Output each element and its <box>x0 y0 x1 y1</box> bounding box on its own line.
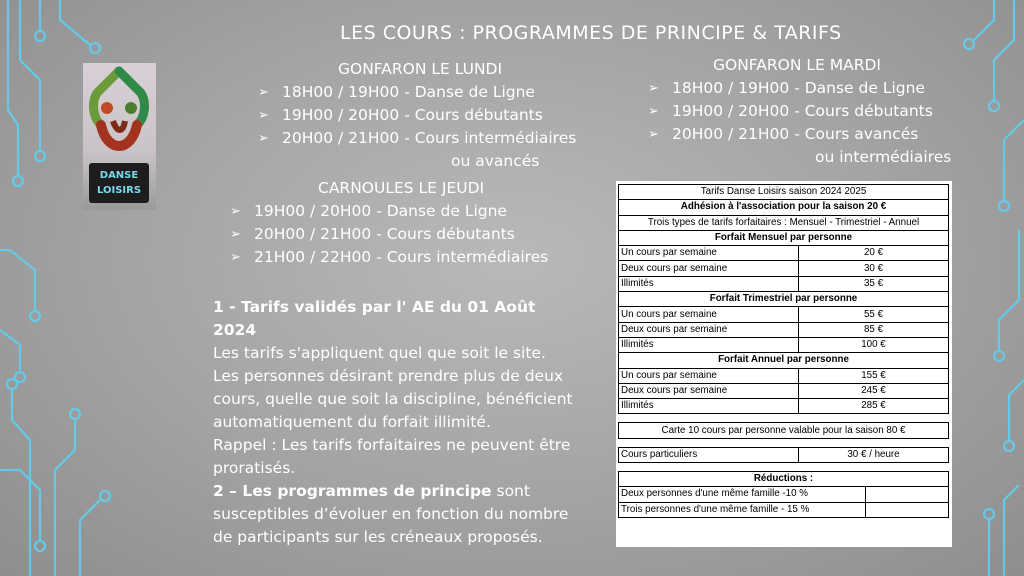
row-label: Deux cours par semaine <box>619 261 799 276</box>
row-value: 85 € <box>799 322 949 337</box>
arrow-bullet-icon: ➢ <box>258 131 269 146</box>
row-label: Deux cours par semaine <box>619 383 799 398</box>
particuliers-value: 30 € / heure <box>799 447 949 462</box>
info-heading-1: 1 - Tarifs validés par l' AE du 01 Août 2024 <box>213 298 536 339</box>
row-label: Illimités <box>619 337 799 352</box>
section-heading-trimestriel: Forfait Trimestriel par personne <box>619 292 949 307</box>
table-row <box>619 399 949 414</box>
list-item-text: 19H00 / 20H00 - Cours débutants <box>672 102 933 120</box>
table-row <box>619 502 949 517</box>
arrow-bullet-icon: ➢ <box>648 104 659 119</box>
list-item-text: 18H00 / 19H00 - Danse de Ligne <box>672 79 925 97</box>
list-item-text: 21H00 / 22H00 - Cours intermédiaires <box>254 248 549 266</box>
row-label: Deux cours par semaine <box>619 322 799 337</box>
section-heading-mensuel: Forfait Mensuel par personne <box>619 230 949 245</box>
schedule-lundi <box>258 58 598 173</box>
info-line: Rappel : Les tarifs forfaitaires ne peuvent être proratisés. <box>213 436 571 477</box>
schedule-mardi-heading: GONFARON LE MARDI <box>713 56 882 74</box>
arrow-bullet-icon: ➢ <box>230 227 241 242</box>
info-line: sont susceptibles d’évoluer en fonction du nombre de participants sur les créneaux proposés. <box>213 482 569 546</box>
table-row <box>619 307 949 322</box>
info-line: Les tarifs s'appliquent quel que soit le site. <box>213 344 546 362</box>
list-item <box>648 77 958 100</box>
row-label: Un cours par semaine <box>619 246 799 261</box>
danse-loisirs-logo <box>83 63 156 210</box>
list-item <box>258 127 598 150</box>
table-row <box>619 246 949 261</box>
arrow-bullet-icon: ➢ <box>648 127 659 142</box>
list-item <box>230 200 570 223</box>
list-item-text: 20H00 / 21H00 - Cours débutants <box>254 225 515 243</box>
row-value: 35 € <box>799 276 949 291</box>
table-row <box>619 322 949 337</box>
list-item-text: 19H00 / 20H00 - Cours débutants <box>282 106 543 124</box>
reductions-heading: Réductions : <box>619 472 949 487</box>
page-title: LES COURS : PROGRAMMES DE PRINCIPE & TARIFS <box>340 22 842 44</box>
info-heading-2: 2 – Les programmes de principe <box>213 482 492 500</box>
table-row <box>619 276 949 291</box>
list-item <box>258 81 598 104</box>
row-value: 30 € <box>799 261 949 276</box>
list-item <box>258 104 598 127</box>
list-item-text: 20H00 / 21H00 - Cours avancés <box>672 125 919 143</box>
table-row <box>619 383 949 398</box>
reduction-row: Trois personnes d'une même famille - 15 % <box>619 502 866 517</box>
arrow-bullet-icon: ➢ <box>230 204 241 219</box>
table-row <box>619 447 949 462</box>
table-row <box>619 487 949 502</box>
table-row <box>619 368 949 383</box>
reduction-row: Deux personnes d'une même famille -10 % <box>619 487 866 502</box>
tarifs-adhesion: Adhésion à l'association pour la saison 20 € <box>619 200 949 215</box>
particuliers-label: Cours particuliers <box>619 447 799 462</box>
logo-plaque <box>89 163 149 203</box>
row-value: 20 € <box>799 246 949 261</box>
schedule-mardi-continuation: ou intermédiaires <box>815 148 952 166</box>
list-item <box>648 100 958 123</box>
carte-10-cours: Carte 10 cours par personne valable pour la saison 80 € <box>619 423 949 438</box>
list-item <box>230 246 570 269</box>
section-heading-annuel: Forfait Annuel par personne <box>619 353 949 368</box>
schedule-jeudi-heading: CARNOULES LE JEUDI <box>318 179 485 197</box>
dancers-sculpture-icon <box>83 63 156 173</box>
schedule-lundi-heading: GONFARON LE LUNDI <box>338 60 503 78</box>
schedule-jeudi <box>230 177 570 269</box>
arrow-bullet-icon: ➢ <box>258 85 269 100</box>
schedule-mardi <box>648 54 958 169</box>
list-item-text: 19H00 / 20H00 - Danse de Ligne <box>254 202 507 220</box>
arrow-bullet-icon: ➢ <box>230 250 241 265</box>
row-value: 100 € <box>799 337 949 352</box>
tarifs-title: Tarifs Danse Loisirs saison 2024 2025 <box>619 185 949 200</box>
table-row <box>619 261 949 276</box>
tarifs-table <box>616 181 952 547</box>
row-value: 155 € <box>799 368 949 383</box>
list-item-text: 18H00 / 19H00 - Danse de Ligne <box>282 83 535 101</box>
schedule-lundi-continuation: ou avancés <box>451 152 540 170</box>
reduction-empty <box>866 487 949 502</box>
list-item-text: 20H00 / 21H00 - Cours intermédiaires <box>282 129 577 147</box>
row-value: 55 € <box>799 307 949 322</box>
logo-text-line2: LOISIRS <box>96 185 142 196</box>
table-row <box>619 337 949 352</box>
tarifs-types: Trois types de tarifs forfaitaires : Mensuel - Trimestriel - Annuel <box>619 215 949 230</box>
row-value: 285 € <box>799 399 949 414</box>
row-value: 245 € <box>799 383 949 398</box>
reduction-empty <box>866 502 949 517</box>
list-item <box>230 223 570 246</box>
info-line: Les personnes désirant prendre plus de deux cours, quelle que soit la discipline, bénéficient automatiquement du forfait illimité. <box>213 367 573 431</box>
row-label: Illimités <box>619 276 799 291</box>
row-label: Un cours par semaine <box>619 368 799 383</box>
row-label: Un cours par semaine <box>619 307 799 322</box>
info-text <box>213 296 573 549</box>
arrow-bullet-icon: ➢ <box>258 108 269 123</box>
row-label: Illimités <box>619 399 799 414</box>
list-item <box>648 123 958 146</box>
arrow-bullet-icon: ➢ <box>648 81 659 96</box>
logo-text-line1: DANSE <box>99 170 139 181</box>
